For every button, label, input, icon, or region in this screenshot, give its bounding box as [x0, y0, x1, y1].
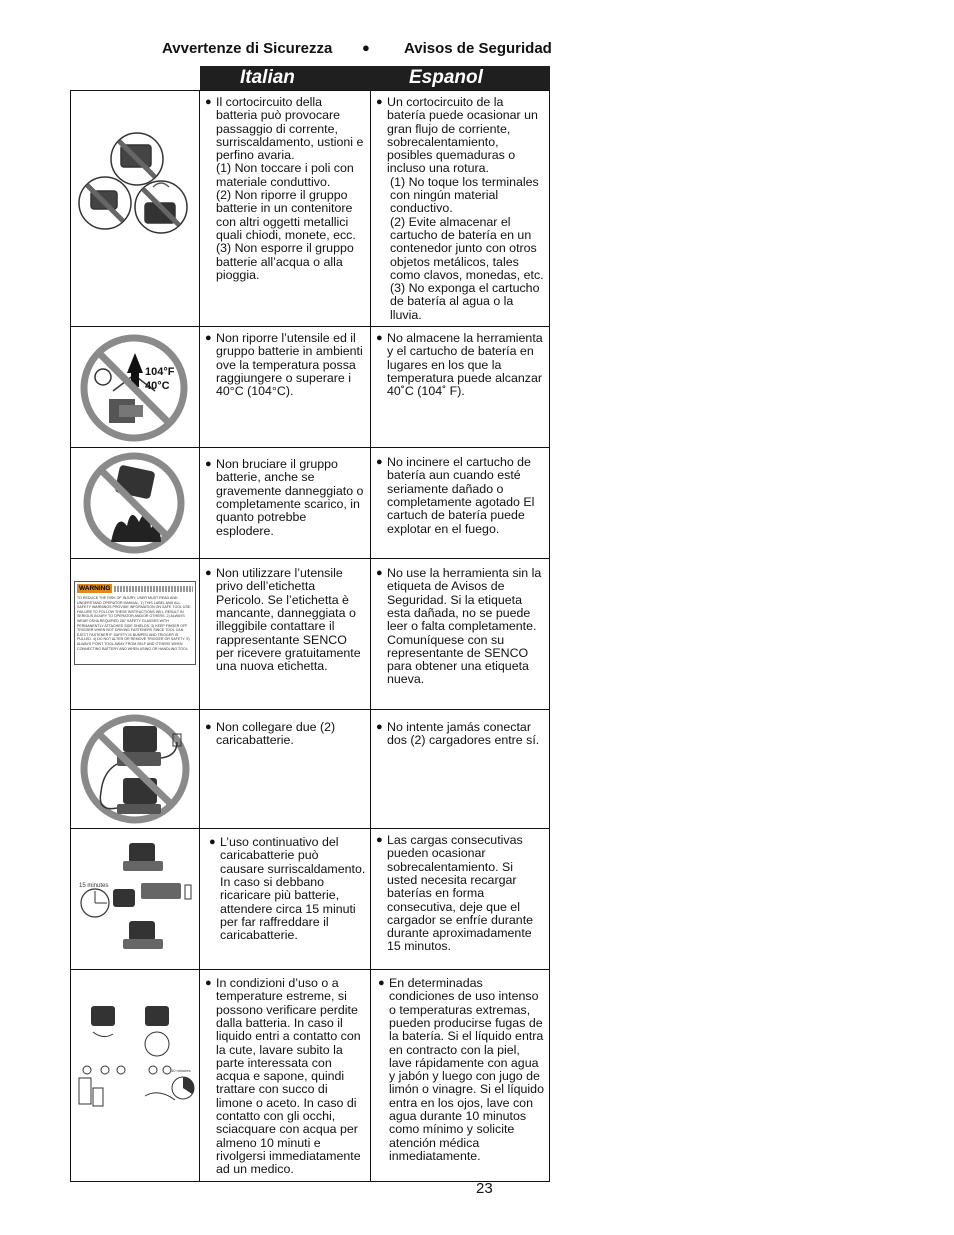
bullet: ●	[205, 721, 212, 734]
warning-badge: WARNING	[79, 585, 111, 593]
warning-subitem: (3) Non esporre il gruppo batterie all’acqua o alla pioggia.	[216, 241, 354, 282]
warning-text: No incinere el cartucho de batería aun cuando esté seriamente dañado o completamente agotado El cartuch de batería puede explotar en el fuego.	[387, 455, 535, 536]
spanish-text-cell	[371, 327, 550, 448]
warning-text: No use la herramienta sin la etiqueta de Avisos de Seguridad. Si la etiqueta esta dañada, no se puede leer o falta completamente. Comuníquese con su representante de SENCO para obtener una etiqueta nueva.	[387, 566, 542, 687]
warning-text: No intente jamás conectar dos (2) cargadores entre sí.	[387, 720, 540, 748]
battery-leak-first-aid-icon	[71, 970, 199, 1114]
bullet: ●	[376, 721, 383, 734]
bullet: ●	[205, 977, 212, 990]
italian-text-cell	[200, 829, 371, 970]
spanish-text-cell	[371, 448, 550, 559]
italian-text-cell	[200, 91, 371, 327]
no-short-circuit-battery-icon	[71, 91, 199, 239]
row-illustration	[71, 829, 200, 970]
charger-cooldown-icon	[71, 829, 199, 961]
bullet: ●	[378, 977, 385, 990]
page-number: 23	[476, 1180, 493, 1197]
warning-row-label	[71, 559, 550, 710]
warning-text: Non utilizzare l’utensile privo dell’etichetta Pericolo. Se l’etichetta è mancante, danneggiata o illeggibile contattare il rappresentante SENCO per ricevere gratuitamente una nuova etichetta.	[216, 566, 361, 674]
warning-text: Un cortocircuito de la batería puede ocasionar un gran flujo de corriente, sobrecalentamiento, posibles quemaduras o incluso una rotura.	[387, 95, 538, 176]
warning-text: Non bruciare il gruppo batterie, anche se gravemente danneggiato o completamente scarico, in quanto potrebbe esplodere.	[216, 457, 364, 538]
spanish-section-title: Avisos de Seguridad	[404, 40, 552, 57]
warning-row-battery-leak	[71, 970, 550, 1181]
spanish-text-cell	[371, 559, 550, 710]
warning-row-temperature	[71, 327, 550, 448]
italian-column-label: Italian	[240, 67, 295, 88]
row-illustration	[71, 327, 200, 448]
timer-label: 10 minutes	[171, 1068, 191, 1074]
spanish-text-cell	[371, 970, 550, 1181]
timer-label: 15 minutes	[79, 883, 109, 890]
warning-text: Las cargas consecutivas pueden ocasionar sobrecalentamiento. Si usted necesita recargar baterías en forma consecutiva, deje que el cargador se enfríe durante durante aproximadamente 15 minutos.	[387, 833, 534, 954]
temperature-celsius: 40°C	[145, 380, 170, 393]
warning-text: In condizioni d’uso o a temperature estreme, si possono verificare perdite dalla batteria. In caso il liquido entri a contatto con la cute, lavare subito la parte interessata con acqua e sapone, quindi trattare con succo di limone o aceto. In caso di contatto con gli occhi, sciacquare con acqua per almeno 10 minuti e rivolgersi immediatamente ad un medico.	[216, 976, 361, 1177]
warning-text: En determinadas condiciones de uso intenso o temperaturas extremas, pueden producirse fugas de la batería. Si el líquido entra en contracto con la piel, lave rápidamente con agua y jabón y luego con jugo de limón o vinagre. Si el líquido entra en los ojos, lave con agua durante 10 minutos como mínimo y solicite atención médica inmediatamente.	[389, 976, 544, 1163]
spanish-text-cell	[371, 710, 550, 829]
bullet: ●	[376, 456, 383, 469]
bullet: ●	[376, 834, 383, 847]
row-illustration	[71, 710, 200, 829]
row-illustration	[71, 970, 200, 1181]
warning-subitem: (1) No toque los terminales con ningún material conductivo.	[390, 174, 539, 216]
spanish-text-cell	[371, 829, 550, 970]
italian-text-cell	[200, 710, 371, 829]
warning-subitem: (2) Non riporre il gruppo batterie in un contenitore con altri oggetti metallici quali chiodi, monete, ecc.	[216, 188, 356, 242]
italian-text-cell	[200, 559, 371, 710]
italian-text-cell	[200, 448, 371, 559]
bullet: ●	[376, 96, 383, 108]
safety-warnings-table	[70, 90, 550, 1182]
warning-subitem: (2) Evite almacenar el cartucho de batería en un contenedor junto con otros objetos metálicos, tales como clavos, monedas, etc.	[390, 214, 544, 282]
warning-subitem: (3) No exponga el cartucho de batería al agua o la lluvia.	[390, 281, 540, 322]
warning-subitem: (1) Non toccare i poli con materiale conduttivo.	[216, 161, 354, 189]
bullet: ●	[376, 567, 383, 580]
header-separator: ●	[362, 40, 370, 55]
warning-text: L’uso continuativo del caricabatterie può causare surriscaldamento. In caso si debbano ricaricare più batterie, attendere circa 15 minuti per far raffreddare il caricabatterie.	[220, 835, 366, 943]
warning-label-icon	[74, 581, 196, 665]
warning-label-text: TO REDUCE THE RISK OF INJURY, USER MUST READ AND UNDERSTAND OPERATOR MANUAL. 1) THIS LABEL AND ALL SAFETY WARNINGS PROVIDE INFORMATION ON SAFE TOOL USE. FAILURE TO FOLLOW THESE INSTRUCTIONS WILL RESULT IN SERIOUS INJURY TO OPERATOR AND/OR OTHERS. 2) ALWAYS WEAR OSHA REQUIRED Z87 SAFETY GLASSES WITH PERMANENTLY ATTACHED SIDE SHIELDS. 3) KEEP FINGER OFF TRIGGER WHEN NOT DRIVING FASTENERS SINCE TOOL CAN EJECT FASTENER IF SAFETY IS BUMPED AND TRIGGER IS PULLED. 4) DO NOT ALTER OR REMOVE TRIGGER OR SAFETY. 5) ALWAYS POINT TOOL AWAY FROM SELF AND OTHERS WHEN CONNECTING BATTERY AND WHEN USING OR HANDLING TOOL	[77, 596, 192, 651]
warning-text: Non collegare due (2) caricabatterie.	[216, 720, 336, 748]
warning-row-fire	[71, 448, 550, 559]
bullet: ●	[205, 332, 212, 345]
warning-row-short-circuit	[71, 91, 550, 327]
italian-text-cell	[200, 327, 371, 448]
bullet: ●	[376, 332, 383, 345]
no-battery-fire-icon	[71, 448, 199, 556]
language-header-bar	[200, 66, 550, 90]
bullet: ●	[205, 96, 212, 108]
bullet: ●	[205, 567, 212, 580]
row-illustration	[71, 448, 200, 559]
no-connecting-two-chargers-icon	[71, 710, 199, 826]
warning-row-two-chargers	[71, 710, 550, 829]
warning-row-charger-cooldown	[71, 829, 550, 970]
no-high-temperature-storage-icon	[71, 327, 199, 443]
bullet: ●	[209, 836, 216, 849]
spanish-text-cell	[371, 91, 550, 327]
bullet: ●	[205, 458, 212, 471]
spanish-column-label: Espanol	[409, 67, 483, 88]
warning-text: No almacene la herramienta y el cartucho de batería en lugares en los que la temperatura puede alcanzar 40˚C (104˚ F).	[387, 331, 543, 399]
warning-text: Non riporre l’utensile ed il gruppo batterie in ambienti ove la temperatura possa raggiungere o superare i 40°C (104°C).	[216, 331, 363, 399]
italian-section-title: Avvertenze di Sicurezza	[162, 40, 333, 57]
warning-text: Il cortocircuito della batteria può provocare passaggio di corrente, surriscaldamento, ustioni e perfino avaria.	[216, 95, 364, 163]
row-illustration	[71, 559, 200, 710]
temperature-fahrenheit: 104°F	[145, 366, 175, 379]
italian-text-cell	[200, 970, 371, 1181]
row-illustration	[71, 91, 200, 327]
